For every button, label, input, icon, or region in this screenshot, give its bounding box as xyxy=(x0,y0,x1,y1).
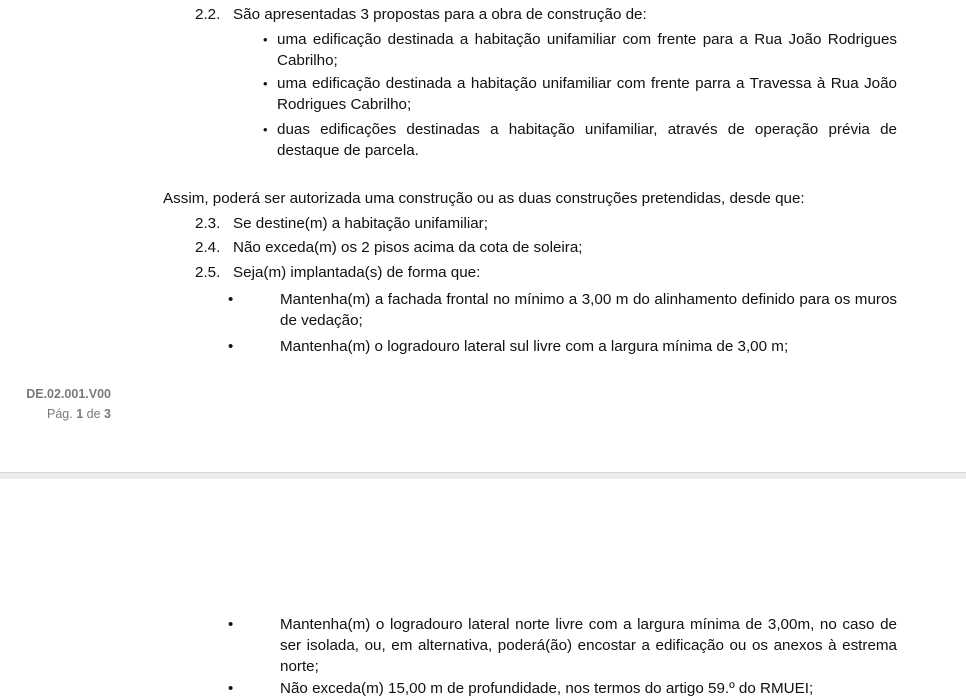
item-2-4-text: Não exceda(m) os 2 pisos acima da cota de soleira; xyxy=(233,239,583,256)
item-2-3-number: 2.3. xyxy=(195,215,221,232)
bullet-icon: • xyxy=(263,32,268,47)
bullet-icon: • xyxy=(263,122,268,137)
item-2-2-bullet-3: duas edificações destinadas a habitação unifamiliar, através de operação prévia de destaque de parcela. xyxy=(277,121,897,159)
item-2-3-text: Se destine(m) a habitação unifamiliar; xyxy=(233,215,488,232)
page-of: de xyxy=(86,407,101,421)
page-total: 3 xyxy=(104,407,111,421)
document-code: DE.02.001.V00 xyxy=(26,387,111,401)
page2-bullet-2: Não exceda(m) 15,00 m de profundidade, nos termos do artigo 59.º do RMUEI; xyxy=(280,680,814,697)
bullet-icon: • xyxy=(263,76,268,91)
item-2-2-number: 2.2. xyxy=(195,6,221,23)
bullet-icon: • xyxy=(228,680,234,697)
page-number xyxy=(47,407,111,421)
item-2-5-bullet-2: Mantenha(m) o logradouro lateral sul livre com a largura mínima de 3,00 m; xyxy=(280,338,789,355)
document-page-2 xyxy=(0,479,966,700)
page2-bullet-1: Mantenha(m) o logradouro lateral norte livre com a largura mínima de 3,00m, no caso de ser isolada, ou, em alternativa, poderá(ão) encostar a edificação ou os anexos à estrema norte; xyxy=(280,616,897,675)
bullet-icon: • xyxy=(228,338,234,355)
item-2-2-bullet-2: uma edificação destinada a habitação unifamiliar com frente parra a Travessa à Rua João Rodrigues Cabrilho; xyxy=(277,75,897,113)
item-2-5-number: 2.5. xyxy=(195,264,221,281)
bullet-icon: • xyxy=(228,291,234,308)
item-2-2-text: São apresentadas 3 propostas para a obra de construção de: xyxy=(233,6,647,23)
page-current: 1 xyxy=(76,407,84,421)
bullet-icon: • xyxy=(228,616,234,633)
item-2-5-bullet-1: Mantenha(m) a fachada frontal no mínimo a 3,00 m do alinhamento definido para os muros de vedação; xyxy=(280,291,897,329)
page-prefix: Pág. xyxy=(47,407,73,421)
intro-paragraph: Assim, poderá ser autorizada uma construção ou as duas construções pretendidas, desde que: xyxy=(163,190,805,207)
item-2-5-text: Seja(m) implantada(s) de forma que: xyxy=(233,264,481,281)
item-2-2-bullet-1: uma edificação destinada a habitação unifamiliar com frente para a Rua João Rodrigues Cabrilho; xyxy=(277,31,897,69)
item-2-4-number: 2.4. xyxy=(195,239,221,256)
